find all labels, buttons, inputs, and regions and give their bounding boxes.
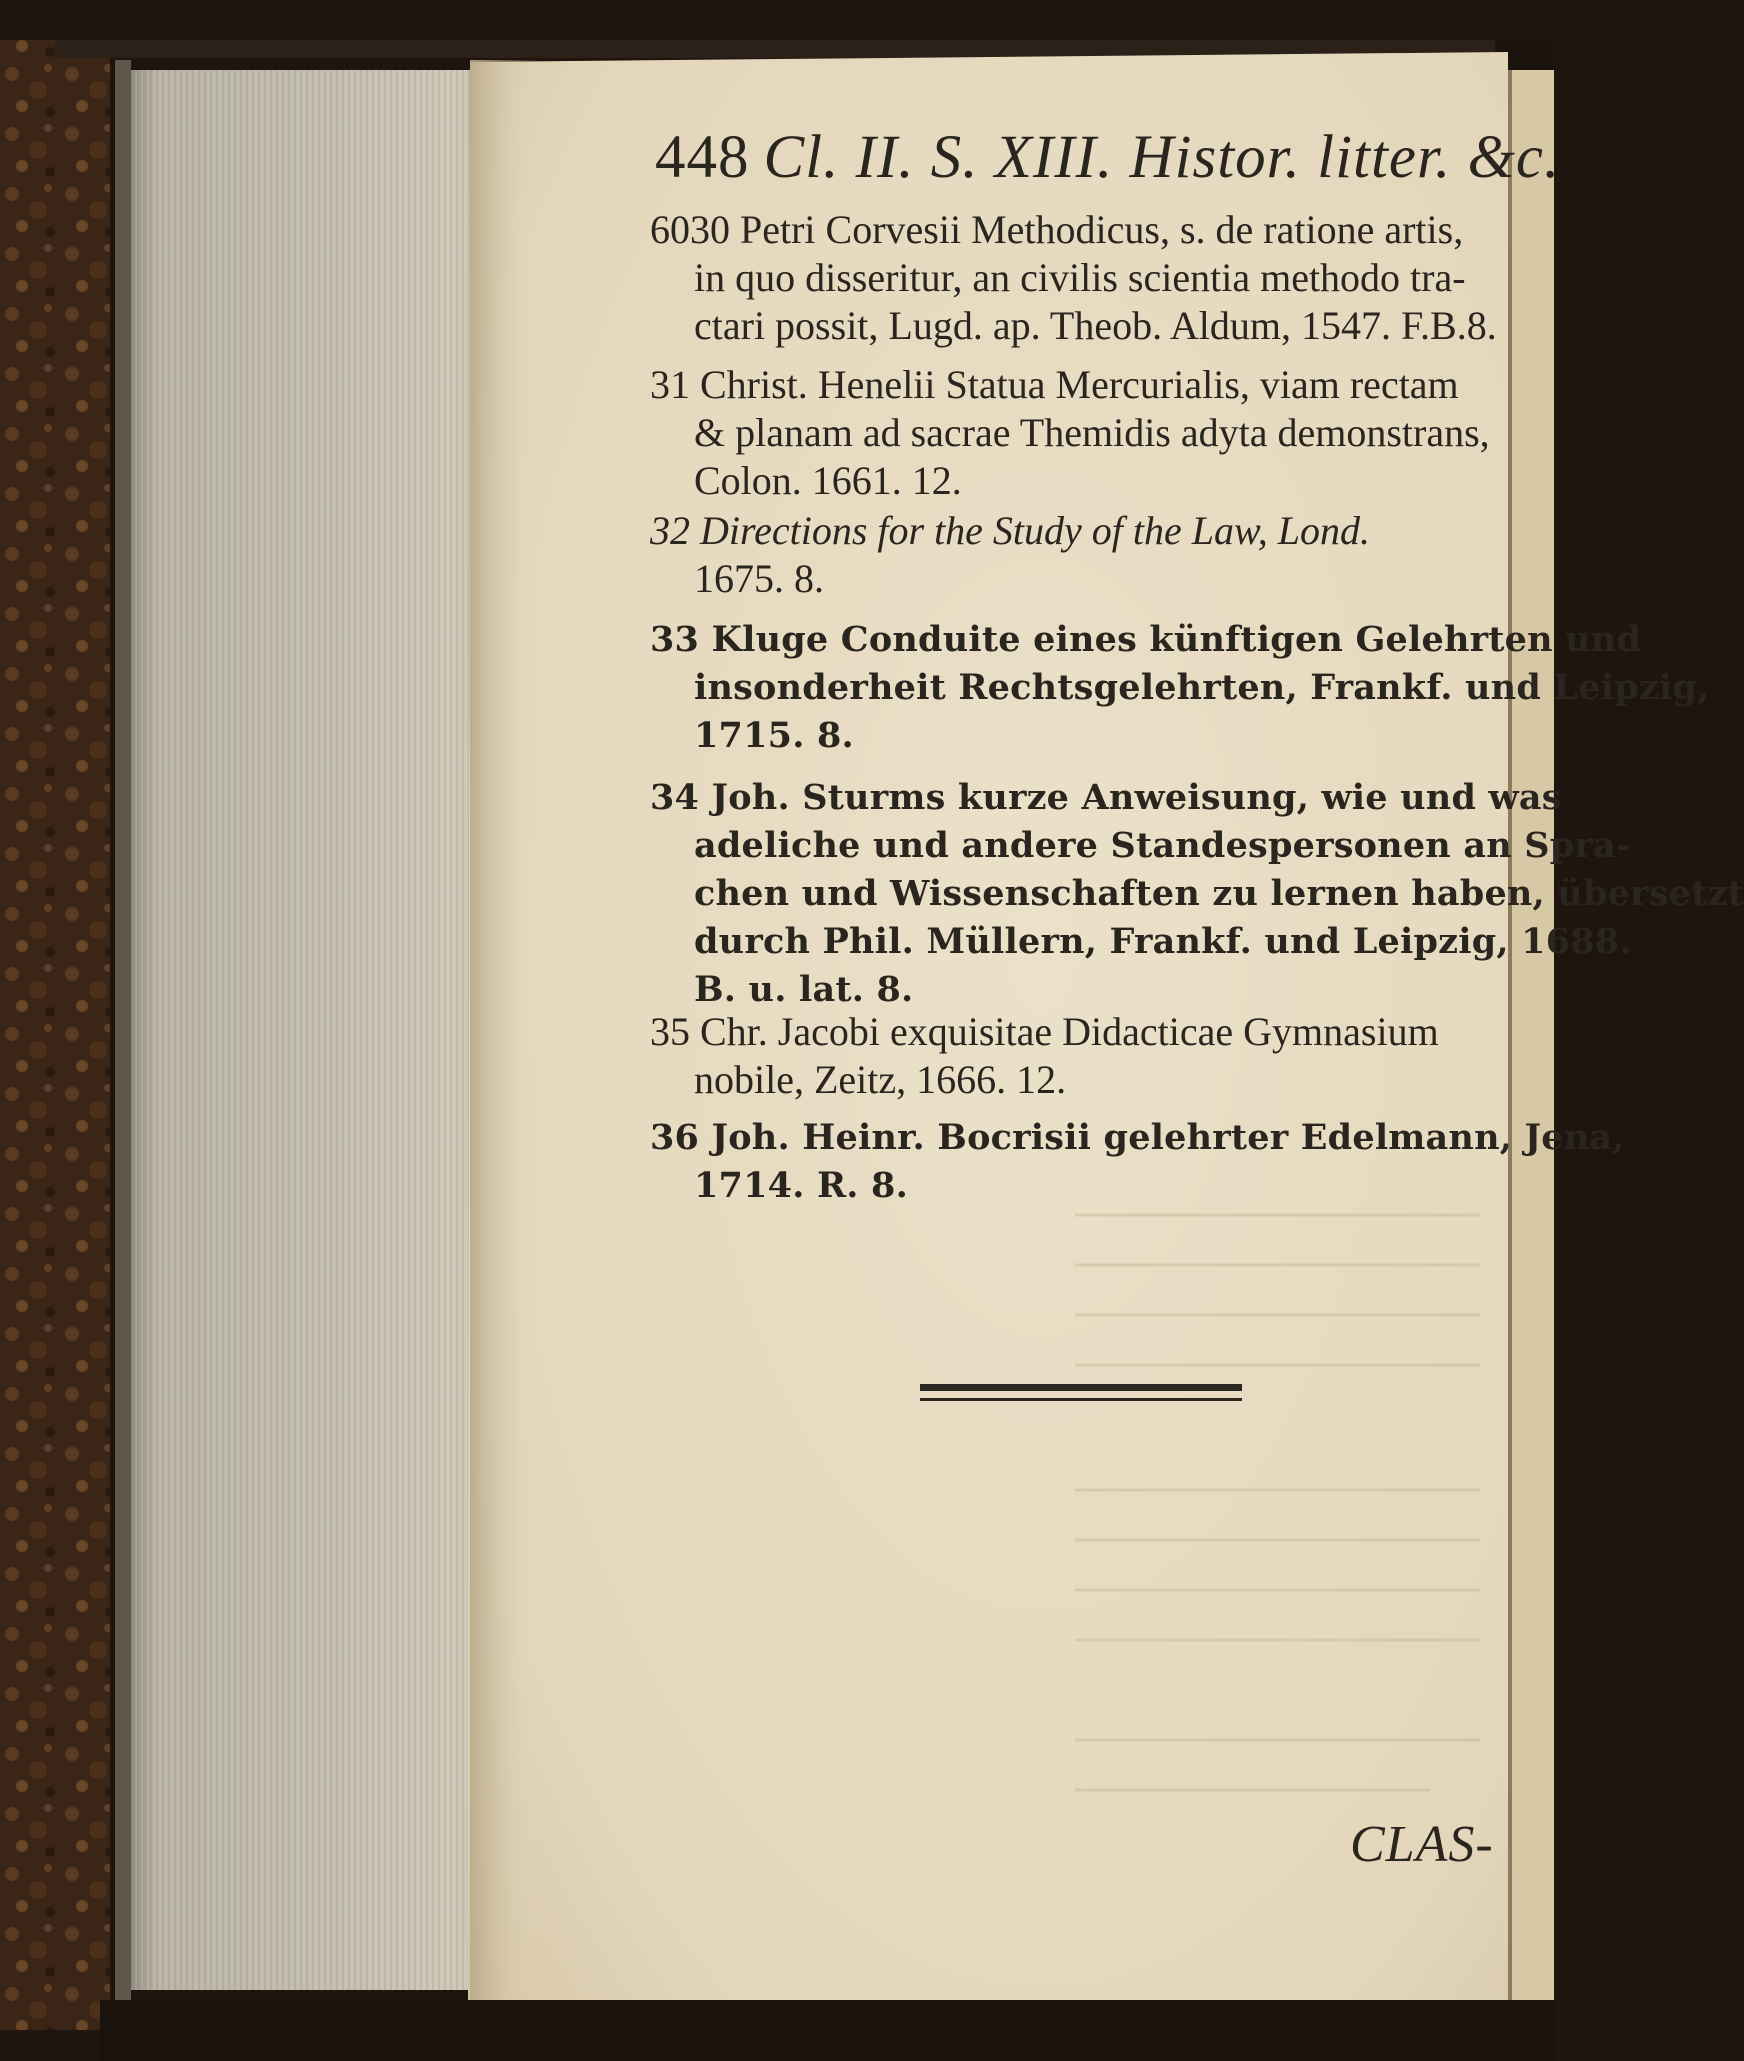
entry-line: 1675. 8. <box>694 556 824 601</box>
bibliography-entry-35 <box>650 1008 1482 1104</box>
entry-line: chen und Wissenschaften zu lernen haben, übersetzt <box>694 873 1744 914</box>
entry-line: durch Phil. Müllern, Frankf. und Leipzig, 1688. <box>694 921 1632 962</box>
page-number: 448 <box>655 124 750 191</box>
entry-line: 32 Directions for the Study of the Law, Lond. <box>650 508 1370 553</box>
bibliography-entry-31 <box>650 361 1490 505</box>
bibliography-entry-34 <box>650 774 1744 1014</box>
entry-line: 1714. R. 8. <box>694 1165 908 1206</box>
entry-line: adeliche und andere Standespersonen an Spra- <box>694 825 1631 866</box>
entry-line: insonderheit Rechtsgelehrten, Frankf. und Leipzig, <box>694 667 1710 708</box>
running-header <box>655 122 1561 194</box>
entry-line: 6030 Petri Corvesii Methodicus, s. de ratione artis, <box>650 207 1464 252</box>
bibliography-entry-6030 <box>650 206 1497 350</box>
entry-line: Colon. 1661. 12. <box>694 458 962 503</box>
entry-line: 33 Kluge Conduite eines künftigen Gelehrten und <box>650 619 1642 660</box>
bibliography-entry-32 <box>650 507 1482 603</box>
entry-line: ctari possit, Lugd. ap. Theob. Aldum, 1547. F.B.8. <box>694 303 1497 348</box>
entry-line: B. u. lat. 8. <box>694 969 914 1010</box>
entry-line: & planam ad sacrae Themidis adyta demonstrans, <box>694 410 1490 455</box>
entry-line: 36 Joh. Heinr. Bocrisii gelehrter Edelmann, Jena, <box>650 1117 1625 1158</box>
entry-line: nobile, Zeitz, 1666. 12. <box>694 1057 1067 1102</box>
entry-line: 35 Chr. Jacobi exquisitae Didacticae Gymnasium <box>650 1009 1439 1054</box>
entry-line: 1715. 8. <box>694 715 854 756</box>
running-title: Cl. II. S. XIII. Histor. litter. &c. <box>763 124 1561 191</box>
catchword: CLAS- <box>1350 1816 1494 1873</box>
bibliography-entry-33 <box>650 616 1710 760</box>
entry-line: in quo disseritur, an civilis scientia methodo tra- <box>694 255 1466 300</box>
entry-line: 31 Christ. Henelii Statua Mercurialis, viam rectam <box>650 362 1459 407</box>
bibliography-entry-36 <box>650 1114 1625 1210</box>
entry-line: 34 Joh. Sturms kurze Anweisung, wie und was <box>650 777 1562 818</box>
